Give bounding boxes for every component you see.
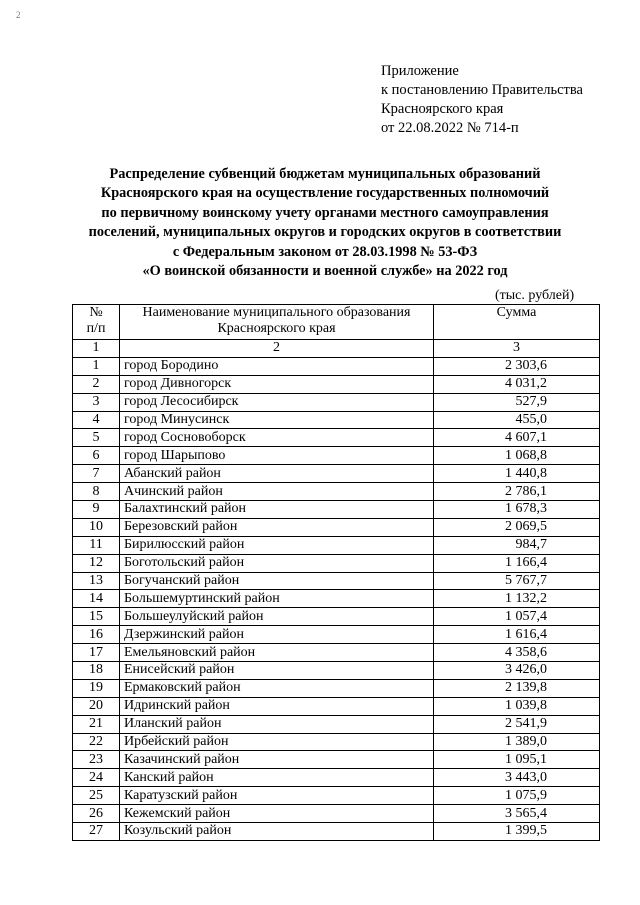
subsidy-amount: 1 389,0 (434, 733, 600, 751)
header-name-line2: Красноярского края (217, 320, 336, 336)
row-number: 27 (73, 823, 120, 841)
subsidy-amount: 2 069,5 (434, 518, 600, 536)
municipality-name: Большемуртинский район (120, 590, 434, 608)
row-number: 22 (73, 733, 120, 751)
row-number: 10 (73, 518, 120, 536)
municipality-name: Большеулуйский район (120, 608, 434, 626)
table-row (73, 554, 600, 572)
municipality-name: Дзержинский район (120, 626, 434, 644)
subsidy-amount: 984,7 (434, 536, 600, 554)
subsidy-amount: 455,0 (434, 411, 600, 429)
subsidy-amount: 2 139,8 (434, 679, 600, 697)
annex-line: Красноярского края (381, 101, 504, 117)
municipality-name: Боготольский район (120, 554, 434, 572)
municipality-name: Канский район (120, 769, 434, 787)
subsidy-amount: 1 039,8 (434, 697, 600, 715)
subsidy-amount: 1 095,1 (434, 751, 600, 769)
subsidy-amount: 4 031,2 (434, 375, 600, 393)
table-row (73, 697, 600, 715)
subsidy-amount: 4 358,6 (434, 644, 600, 662)
table-row (73, 572, 600, 590)
subsidy-amount: 5 767,7 (434, 572, 600, 590)
title-line: «О воинской обязанности и военной службе» на 2022 год (142, 263, 508, 280)
title-line: по первичному воинскому учету органами местного самоуправления (101, 204, 549, 221)
title-line: поселений, муниципальных округов и городских округов в соответствии (88, 224, 562, 241)
table-row (73, 501, 600, 519)
table-row (73, 733, 600, 751)
municipality-name: Енисейский район (120, 662, 434, 680)
table-row (73, 357, 600, 375)
municipality-name: Богучанский район (120, 572, 434, 590)
title-line: с Федеральным законом от 28.03.1998 № 53-ФЗ (172, 243, 478, 260)
subsidy-amount: 4 607,1 (434, 429, 600, 447)
subsidy-amount: 1 399,5 (434, 823, 600, 841)
table-row (73, 805, 600, 823)
annex-line: Приложение (381, 63, 459, 79)
municipality-name: город Лесосибирск (120, 393, 434, 411)
title-line: Красноярского края на осуществление государственных полномочий (100, 185, 550, 202)
row-number: 6 (73, 447, 120, 465)
municipality-name: город Шарыпово (120, 447, 434, 465)
row-number: 17 (73, 644, 120, 662)
municipality-name: Иланский район (120, 715, 434, 733)
row-number: 15 (73, 608, 120, 626)
table-row (73, 447, 600, 465)
table-header-row (73, 305, 600, 340)
subsidy-amount: 2 786,1 (434, 483, 600, 501)
table-row (73, 823, 600, 841)
title-line: Распределение субвенций бюджетам муниципальных образований (109, 166, 541, 182)
annex-line: от 22.08.2022 № 714-п (381, 120, 519, 136)
municipality-name: Казачинский район (120, 751, 434, 769)
table-row (73, 393, 600, 411)
row-number: 18 (73, 662, 120, 680)
subsidy-amount: 3 443,0 (434, 769, 600, 787)
subsidy-amount: 1 057,4 (434, 608, 600, 626)
document-title (60, 165, 590, 281)
municipality-name: Каратузский район (120, 787, 434, 805)
table-row (73, 769, 600, 787)
header-name (120, 305, 434, 340)
table-row (73, 787, 600, 805)
table-body (73, 357, 600, 840)
column-numbering-row (73, 340, 600, 358)
row-number: 12 (73, 554, 120, 572)
table-row (73, 483, 600, 501)
row-number: 11 (73, 536, 120, 554)
table-row (73, 751, 600, 769)
row-number: 14 (73, 590, 120, 608)
row-number: 24 (73, 769, 120, 787)
units-label: (тыс. рублей) (495, 288, 575, 303)
table-row (73, 465, 600, 483)
column-number: 1 (73, 340, 120, 358)
header-sum: Сумма (434, 305, 600, 340)
municipality-name: Идринский район (120, 697, 434, 715)
row-number: 16 (73, 626, 120, 644)
municipality-name: Ермаковский район (120, 679, 434, 697)
municipality-name: город Дивногорск (120, 375, 434, 393)
municipality-name: Ирбейский район (120, 733, 434, 751)
row-number: 3 (73, 393, 120, 411)
municipality-name: Емельяновский район (120, 644, 434, 662)
header-name-line1: Наименование муниципального образования (142, 305, 411, 320)
municipality-name: Березовский район (120, 518, 434, 536)
row-number: 26 (73, 805, 120, 823)
column-number: 2 (120, 340, 434, 358)
subsidy-amount: 1 068,8 (434, 447, 600, 465)
row-number: 4 (73, 411, 120, 429)
subsidy-amount: 2 541,9 (434, 715, 600, 733)
subsidy-amount: 1 678,3 (434, 501, 600, 519)
municipality-name: город Минусинск (120, 411, 434, 429)
column-number: 3 (434, 340, 600, 358)
subsidy-table (72, 304, 600, 841)
subsidy-amount: 3 426,0 (434, 662, 600, 680)
table-row (73, 679, 600, 697)
table-row (73, 644, 600, 662)
row-number: 5 (73, 429, 120, 447)
municipality-name: Бирилюсский район (120, 536, 434, 554)
subsidy-amount: 3 565,4 (434, 805, 600, 823)
row-number: 8 (73, 483, 120, 501)
table-row (73, 715, 600, 733)
annex-header (381, 62, 583, 138)
row-number: 20 (73, 697, 120, 715)
table-row (73, 518, 600, 536)
table-row (73, 536, 600, 554)
header-number-line1: № (89, 305, 103, 320)
table-row (73, 662, 600, 680)
table-row (73, 590, 600, 608)
table-row (73, 608, 600, 626)
subsidy-amount: 2 303,6 (434, 357, 600, 375)
row-number: 1 (73, 357, 120, 375)
row-number: 21 (73, 715, 120, 733)
table-row (73, 626, 600, 644)
municipality-name: город Сосновоборск (120, 429, 434, 447)
municipality-name: Кежемский район (120, 805, 434, 823)
subsidy-amount: 1 132,2 (434, 590, 600, 608)
subsidy-amount: 1 166,4 (434, 554, 600, 572)
subsidy-amount: 1 075,9 (434, 787, 600, 805)
table-row (73, 375, 600, 393)
municipality-name: Ачинский район (120, 483, 434, 501)
row-number: 2 (73, 375, 120, 393)
municipality-name: Балахтинский район (120, 501, 434, 519)
page-number: 2 (16, 10, 21, 20)
subsidy-amount: 527,9 (434, 393, 600, 411)
table-row (73, 411, 600, 429)
municipality-name: город Бородино (120, 357, 434, 375)
table-row (73, 429, 600, 447)
annex-line: к постановлению Правительства (381, 82, 583, 98)
subsidy-amount: 1 440,8 (434, 465, 600, 483)
municipality-name: Козульский район (120, 823, 434, 841)
subsidy-amount: 1 616,4 (434, 626, 600, 644)
header-number (73, 305, 120, 340)
row-number: 9 (73, 501, 120, 519)
header-number-line2: п/п (86, 320, 106, 336)
row-number: 19 (73, 679, 120, 697)
municipality-name: Абанский район (120, 465, 434, 483)
row-number: 7 (73, 465, 120, 483)
row-number: 25 (73, 787, 120, 805)
row-number: 13 (73, 572, 120, 590)
row-number: 23 (73, 751, 120, 769)
